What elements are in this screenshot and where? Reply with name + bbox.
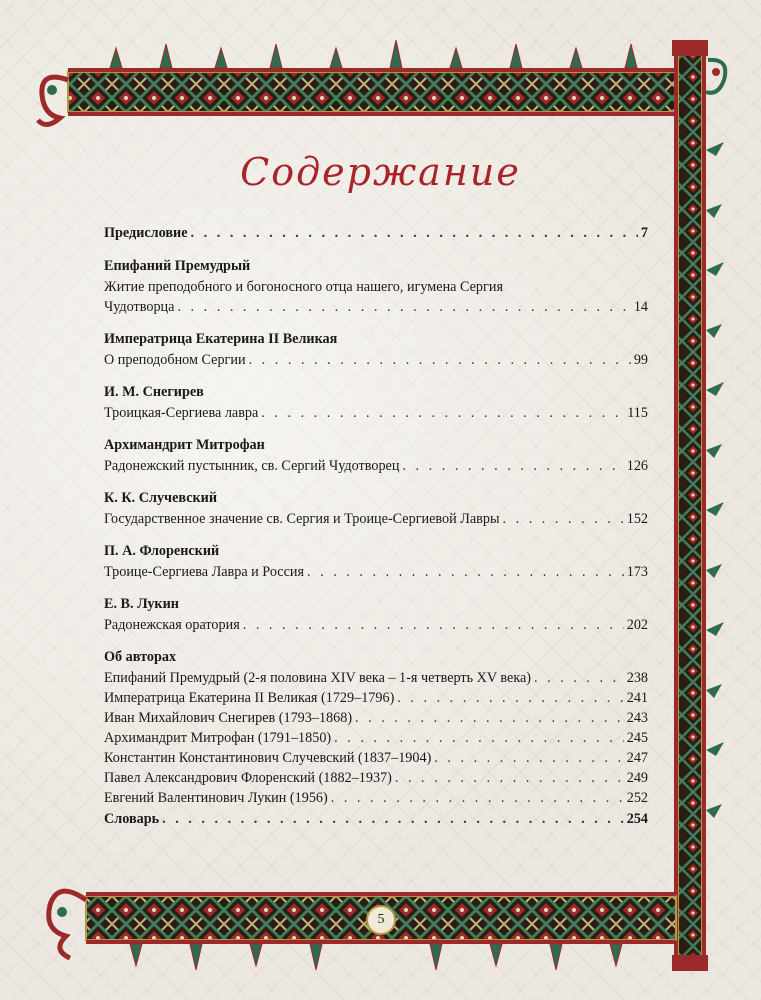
author-heading: И. М. Снегирев — [104, 384, 204, 400]
toc-entry-preface[interactable] — [104, 222, 648, 244]
toc-entry[interactable] — [104, 562, 648, 582]
page-number: 252 — [626, 790, 648, 806]
entry-title: Радонежский пустынник, св. Сергий Чудотворец — [104, 458, 400, 474]
toc-entry-glossary[interactable] — [104, 808, 648, 830]
page-number: 7 — [640, 225, 648, 241]
entry-title: Епифаний Премудрый (2-я половина XIV века – 1-я четверть XV века) — [104, 670, 532, 686]
entry-label: Предисловие — [104, 225, 188, 241]
dot-leader — [249, 350, 631, 370]
toc-entry-author-bio[interactable] — [104, 688, 648, 708]
entry-title: Императрица Екатерина II Великая (1729–1796) — [104, 690, 395, 706]
page-number: 115 — [627, 405, 648, 421]
page-number: 247 — [626, 750, 648, 766]
entry-title: Чудотворца — [104, 299, 175, 315]
entry-title: Троице-Сергиева Лавра и Россия — [104, 564, 305, 580]
dot-leader — [434, 748, 623, 768]
toc-entry-author-bio[interactable] — [104, 768, 648, 788]
top-right-flourish — [706, 60, 725, 93]
page-number: 245 — [626, 730, 648, 746]
dot-leader — [191, 222, 638, 244]
page-title: Содержание — [240, 150, 521, 194]
entry-title: Архимандрит Митрофан (1791–1850) — [104, 730, 332, 746]
entry-title: Государственное значение св. Сергия и Троице-Сергиевой Лавры — [104, 511, 500, 527]
page-number: 238 — [626, 670, 648, 686]
toc-entry-author-bio[interactable] — [104, 748, 648, 768]
page-number: 254 — [626, 811, 648, 827]
author-heading: Императрица Екатерина II Великая — [104, 331, 338, 347]
page-number: 14 — [633, 299, 648, 315]
toc-entry-author-bio[interactable] — [104, 708, 648, 728]
right-sprigs — [706, 142, 724, 818]
dot-leader — [334, 728, 624, 748]
toc-entry-author-bio[interactable] — [104, 668, 648, 688]
entry-title-line: Житие преподобного и богоносного отца нашего, игумена Сергия — [104, 279, 503, 295]
dot-leader — [243, 615, 624, 635]
author-heading: П. А. Флоренский — [104, 543, 220, 559]
toc-entry[interactable] — [104, 350, 648, 370]
toc-entry-author-bio[interactable] — [104, 728, 648, 748]
toc-entry[interactable] — [104, 403, 648, 423]
entry-title: Радонежская оратория — [104, 617, 240, 633]
page-number: 243 — [626, 710, 648, 726]
entry-title: Иван Михайлович Снегирев (1793–1868) — [104, 710, 353, 726]
entry-title: Константин Константинович Случевский (1837–1904) — [104, 750, 432, 766]
toc-entry[interactable] — [104, 615, 648, 635]
page-number: 249 — [626, 770, 648, 786]
author-heading: Е. В. Лукин — [104, 596, 179, 612]
dot-leader — [395, 768, 624, 788]
page-number: 202 — [626, 617, 648, 633]
author-heading: Епифаний Премудрый — [104, 258, 251, 274]
toc-entry[interactable] — [104, 297, 648, 317]
entry-title: Троицкая-Сергиева лавра — [104, 405, 259, 421]
table-of-contents — [104, 222, 648, 830]
entry-label: Словарь — [104, 811, 160, 827]
author-heading: К. К. Случевский — [104, 490, 218, 506]
page-number: 99 — [633, 352, 648, 368]
entry-title: Павел Александрович Флоренский (1882–1937) — [104, 770, 392, 786]
dot-leader — [307, 562, 624, 582]
dot-leader — [261, 403, 624, 423]
bottom-spikes — [130, 944, 622, 970]
entry-title: Евгений Валентинович Лукин (1956) — [104, 790, 328, 806]
about-authors-heading: Об авторах — [104, 649, 177, 665]
author-heading: Архимандрит Митрофан — [104, 437, 265, 453]
page-number: 152 — [626, 511, 648, 527]
page-number: 241 — [626, 690, 648, 706]
toc-entry[interactable] — [104, 456, 648, 476]
dot-leader — [402, 456, 623, 476]
top-left-flourish — [38, 77, 68, 124]
toc-entry-author-bio[interactable] — [104, 788, 648, 808]
dot-leader — [162, 808, 624, 830]
page-number: 173 — [626, 564, 648, 580]
dot-leader — [397, 688, 623, 708]
dot-leader — [177, 297, 630, 317]
dot-leader — [503, 509, 624, 529]
entry-title: О преподобном Сергии — [104, 352, 246, 368]
dot-leader — [331, 788, 624, 808]
page-number: 126 — [626, 458, 648, 474]
dot-leader — [355, 708, 624, 728]
toc-entry[interactable] — [104, 509, 648, 529]
bottom-left-flourish — [49, 891, 86, 958]
dot-leader — [534, 668, 624, 688]
page-number-medallion: 5 — [366, 905, 396, 935]
top-spikes — [110, 40, 637, 68]
top-ornament-band — [68, 68, 676, 116]
